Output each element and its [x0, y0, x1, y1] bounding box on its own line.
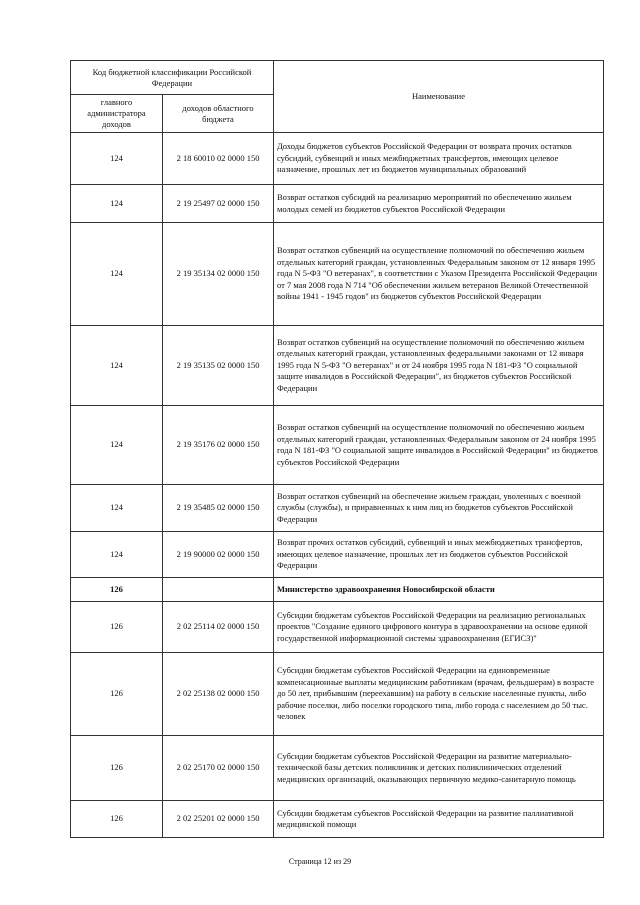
table-row: [71, 532, 604, 578]
income-code-cell: 2 02 25138 02 0000 150: [163, 653, 274, 736]
admin-code-cell: 124: [71, 485, 163, 532]
income-code-cell: 2 19 35485 02 0000 150: [163, 485, 274, 532]
table-row: [71, 133, 604, 185]
income-code-cell: 2 02 25114 02 0000 150: [163, 602, 274, 653]
name-cell: Министерство здравоохранения Новосибирской области: [274, 578, 604, 602]
table-row: [71, 801, 604, 838]
admin-code-cell: 126: [71, 801, 163, 838]
name-column-header: Наименование: [274, 61, 604, 133]
name-cell: Возврат остатков субсидий на реализацию мероприятий по обеспечению жильем молодых семей из бюджетов субъектов Российской Федерации: [274, 185, 604, 223]
income-code-cell: 2 19 35176 02 0000 150: [163, 406, 274, 485]
name-cell: Возврат остатков субвенций на осуществление полномочий по обеспечению жильем отдельных категорий граждан, установленных федеральными законами от 12 января 1995 года N 5-ФЗ "О ветеранах" и от 24 ноября 1995 года N 181-ФЗ "О социальной защите инвалидов в Российской Федерации", из бюджетов субъектов Российской Федерации: [274, 326, 604, 406]
admin-code-cell: 124: [71, 133, 163, 185]
table-row: [71, 406, 604, 485]
income-code-cell: 2 19 90000 02 0000 150: [163, 532, 274, 578]
income-code-cell: 2 02 25201 02 0000 150: [163, 801, 274, 838]
table-row: [71, 578, 604, 602]
table-row: [71, 653, 604, 736]
admin-code-cell: 124: [71, 532, 163, 578]
table-row: [71, 602, 604, 653]
income-column-header: доходов областного бюджета: [163, 95, 274, 133]
table-body: [71, 133, 604, 838]
name-cell: Субсидии бюджетам субъектов Российской Федерации на развитие паллиативной медицинской помощи: [274, 801, 604, 838]
page-number: Страница 12 из 29: [288, 857, 352, 866]
income-code-cell: 2 02 25170 02 0000 150: [163, 736, 274, 801]
name-cell: Субсидии бюджетам субъектов Российской Федерации на реализацию региональных проектов "Создание единого цифрового контура в здравоохранении на основе единой государственной информационной системы здравоохранения (ЕГИСЗ)": [274, 602, 604, 653]
table-row: [71, 185, 604, 223]
name-cell: Возврат остатков субвенций на осуществление полномочий по обеспечению жильем отдельных категорий граждан, установленных Федеральным законом от 12 января 1995 года N 5-ФЗ "О ветеранах", в соответствии с Указом Президента Российской Федерации от 7 мая 2008 года N 714 "Об обеспечении жильем ветеранов Великой Отечественной войны 1941 - 1945 годов" из бюджетов субъектов Российской Федерации: [274, 223, 604, 326]
name-cell: Возврат остатков субвенций на осуществление полномочий по обеспечению жильем отдельных категорий граждан, установленных Федеральным законом от 24 ноября 1995 года N 181-ФЗ "О социальной защите инвалидов в Российской Федерации" из бюджетов субъектов Российской Федерации: [274, 406, 604, 485]
name-cell: Субсидии бюджетам субъектов Российской Федерации на развитие материально-технической базы детских поликлиник и детских поликлинических отделений медицинских организаций, оказывающих первичную медико-санитарную помощь: [274, 736, 604, 801]
admin-code-cell: 126: [71, 653, 163, 736]
name-cell: Возврат остатков субвенций на обеспечение жильем граждан, уволенных с военной службы (службы), и приравненных к ним лиц из бюджетов субъектов Российской Федерации: [274, 485, 604, 532]
table-row: [71, 485, 604, 532]
name-cell: Возврат прочих остатков субсидий, субвенций и иных межбюджетных трансфертов, имеющих целевое назначение, прошлых лет из бюджетов субъектов Российской Федерации: [274, 532, 604, 578]
income-code-cell: 2 18 60010 02 0000 150: [163, 133, 274, 185]
income-code-cell: 2 19 35135 02 0000 150: [163, 326, 274, 406]
admin-code-cell: 124: [71, 223, 163, 326]
name-cell: Доходы бюджетов субъектов Российской Федерации от возврата прочих остатков субсидий, субвенций и иных межбюджетных трансфертов, имеющих целевое назначение, прошлых лет из бюджетов муниципальных образований: [274, 133, 604, 185]
budget-code-table: [70, 60, 604, 838]
income-code-cell: [163, 578, 274, 602]
budget-code-group-header: Код бюджетной классификации Российской Федерации: [71, 61, 274, 95]
name-cell: Субсидии бюджетам субъектов Российской Федерации на единовременные компенсационные выплаты медицинским работникам (врачам, фельдшерам) в возрасте до 50 лет, прибывшим (переехавшим) на работу в сельские населенные пункты, либо рабочие поселки, либо поселки городского типа, либо города с населением до 50 тыс. человек: [274, 653, 604, 736]
table-row: [71, 326, 604, 406]
admin-code-cell: 124: [71, 406, 163, 485]
document-page: [70, 60, 603, 838]
table-row: [71, 736, 604, 801]
table-row: [71, 223, 604, 326]
admin-code-cell: 126: [71, 578, 163, 602]
admin-column-header: главного администратора доходов: [71, 95, 163, 133]
admin-code-cell: 124: [71, 185, 163, 223]
admin-code-cell: 126: [71, 736, 163, 801]
income-code-cell: 2 19 25497 02 0000 150: [163, 185, 274, 223]
admin-code-cell: 126: [71, 602, 163, 653]
income-code-cell: 2 19 35134 02 0000 150: [163, 223, 274, 326]
admin-code-cell: 124: [71, 326, 163, 406]
